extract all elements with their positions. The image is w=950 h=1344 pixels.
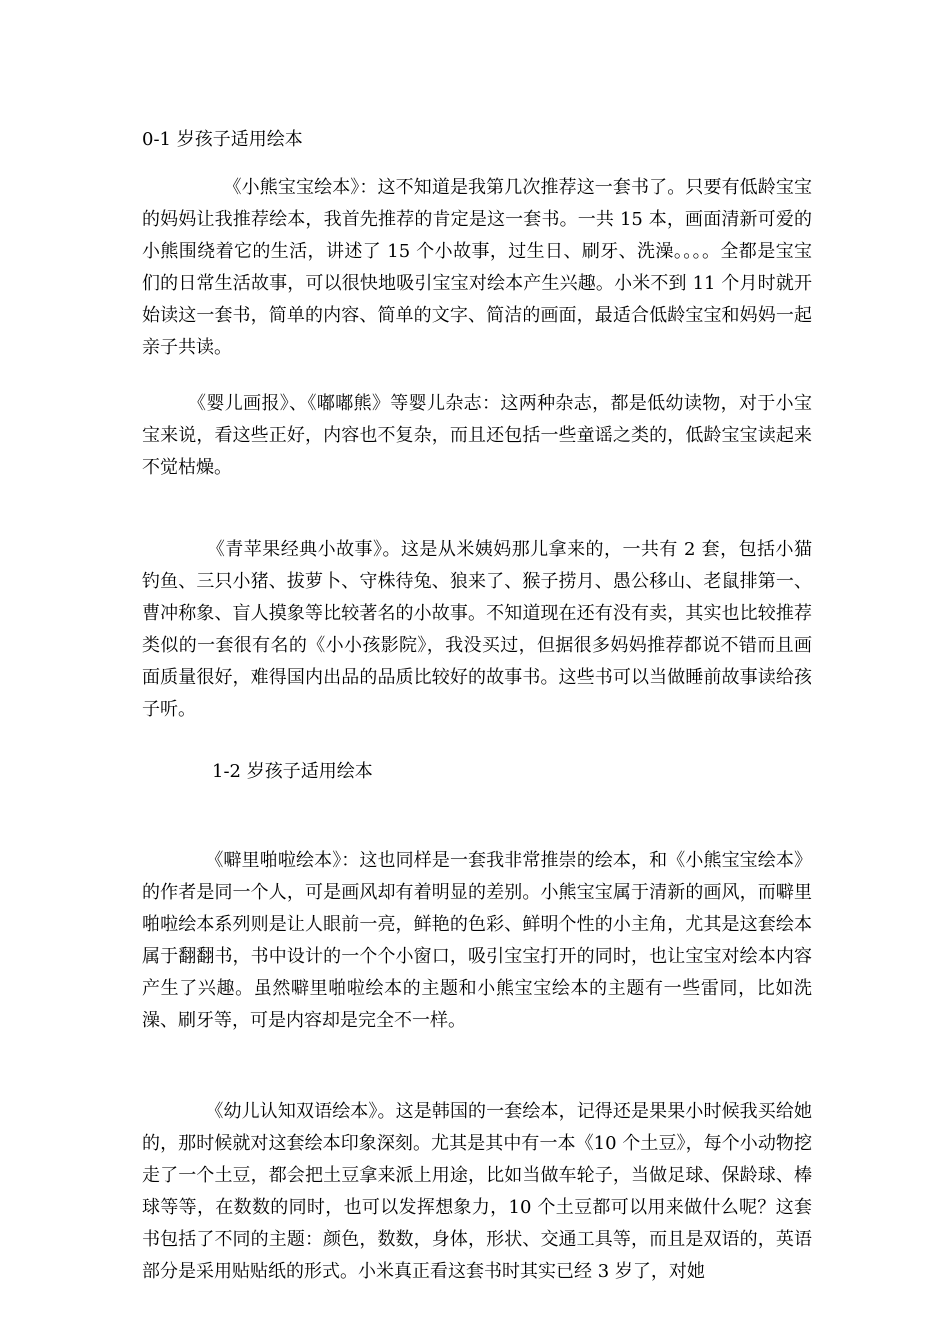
- paragraph-bear-baby-books: 《小熊宝宝绘本》：这不知道是我第几次推荐这一套书了。只要有低龄宝宝的妈妈让我推荐绘本，我首先推荐的肯定是这一套书。一共 15 本，画面清新可爱的小熊围绕着它的生活，讲述了 15 个小故事，过生日、刷牙、洗澡。。。。全都是宝宝们的日常生活故事，可以很快地吸引宝宝对绘本产生兴趣。小米不到 11 个月时就开始读这一套书，简单的内容、简单的文字、简洁的画面，最适合低龄宝宝和妈妈一起亲子共读。: [142, 177, 812, 358]
- paragraph-baby-magazines: 《婴儿画报》、《嘟嘟熊》等婴儿杂志：这两种杂志，都是低幼读物，对于小宝宝来说，看这些正好，内容也不复杂，而且还包括一些童谣之类的，低龄宝宝读起来不觉枯燥。: [142, 393, 812, 478]
- paragraph-pilipala-books: 《噼里啪啦绘本》：这也同样是一套我非常推崇的绘本，和《小熊宝宝绘本》的作者是同一个人，可是画风却有着明显的差别。小熊宝宝属于清新的画风，而噼里啪啦绘本系列则是让人眼前一亮，鲜艳的色彩、鲜明个性的小主角，尤其是这套绘本属于翻翻书，书中设计的一个个小窗口，吸引宝宝打开的同时，也让宝宝对绘本内容产生了兴趣。虽然噼里啪啦绘本的主题和小熊宝宝绘本的主题有一些雷同，比如洗澡、刷牙等，可是内容却是完全不一样。: [142, 850, 812, 1031]
- paragraph-bilingual-books: 《幼儿认知双语绘本》。这是韩国的一套绘本，记得还是果果小时候我买给她的，那时候就对这套绘本印象深刻。尤其是其中有一本《10 个土豆》，每个小动物挖走了一个土豆，都会把土豆拿来派上用途，比如当做车轮子，当做足球、保龄球、棒球等等，在数数的同时，也可以发挥想象力，10 个土豆都可以用来做什么呢？这套书包括了不同的主题：颜色，数数，身体，形状、交通工具等，而且是双语的，英语部分是采用贴贴纸的形式。小米真正看这套书时其实已经 3 岁了，对她: [142, 1101, 812, 1282]
- section-heading-0-1: 0-1 岁孩子适用绘本: [142, 129, 303, 150]
- paragraph-green-apple-stories: 《青苹果经典小故事》。这是从米姨妈那儿拿来的，一共有 2 套，包括小猫钓鱼、三只小猪、拔萝卜、守株待兔、狼来了、猴子捞月、愚公移山、老鼠排第一、曹冲称象、盲人摸象等比较著名的小故事。不知道现在还有没有卖，其实也比较推荐类似的一套很有名的《小小孩影院》，我没买过，但据很多妈妈推荐都说不错而且画面质量很好，难得国内出品的品质比较好的故事书。这些书可以当做睡前故事读给孩子听。: [142, 539, 812, 720]
- section-heading-1-2: 1-2 岁孩子适用绘本: [212, 761, 373, 782]
